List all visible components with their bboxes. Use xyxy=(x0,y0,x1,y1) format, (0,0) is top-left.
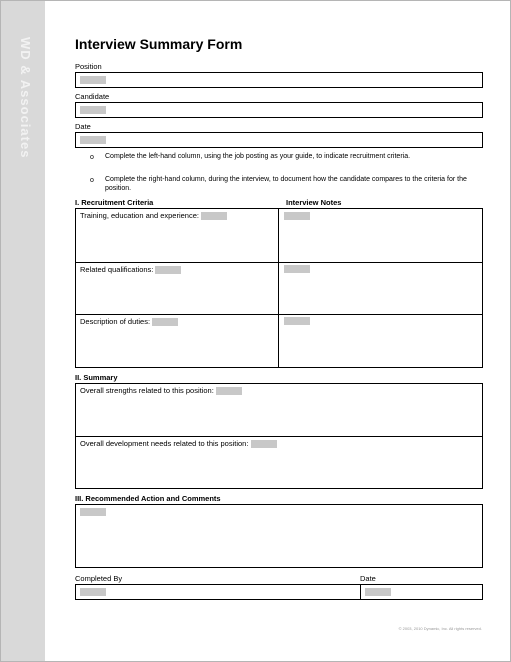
candidate-label: Candidate xyxy=(75,92,110,101)
criteria-input-qualifications[interactable] xyxy=(155,266,181,274)
instruction-item: Complete the right-hand column, during the interview, to document how the candidate compares to the criteria for the position. xyxy=(105,176,467,192)
criteria-row-qualifications xyxy=(80,265,181,274)
criteria-label: Training, education and experience: xyxy=(80,211,199,220)
row-divider xyxy=(76,436,482,437)
summary-label: Overall strengths related to this position: xyxy=(80,386,214,395)
completed-by-label: Completed By xyxy=(75,574,123,583)
criteria-table xyxy=(75,208,483,368)
row-divider xyxy=(76,262,482,263)
date-placeholder[interactable] xyxy=(80,136,106,144)
criteria-row-training xyxy=(80,211,227,220)
date-label: Date xyxy=(75,122,91,131)
notes-input-qualifications[interactable] xyxy=(284,265,310,273)
notes-input-training[interactable] xyxy=(284,212,310,220)
column-divider xyxy=(278,209,279,367)
completed-by-row xyxy=(75,584,483,600)
bullet-marker: o xyxy=(90,154,94,161)
instruction-item: Complete the left-hand column, using the job posting as your guide, to indicate recruitment criteria. xyxy=(105,153,411,160)
section-recruitment-criteria-title: I. Recruitment Criteria xyxy=(75,198,154,207)
criteria-label: Related qualifications: xyxy=(80,265,154,274)
position-field[interactable] xyxy=(75,72,483,88)
criteria-input-training[interactable] xyxy=(201,212,227,220)
section-recommended-action-title: III. Recommended Action and Comments xyxy=(75,494,221,503)
column-divider xyxy=(360,585,361,599)
position-label: Position xyxy=(75,62,102,71)
summary-row-development xyxy=(80,439,277,448)
position-placeholder[interactable] xyxy=(80,76,106,84)
criteria-row-duties xyxy=(80,317,178,326)
date-field[interactable] xyxy=(75,132,483,148)
summary-table xyxy=(75,383,483,489)
footer-date-input[interactable] xyxy=(365,588,391,596)
form-title: Interview Summary Form xyxy=(75,36,243,52)
completed-by-input[interactable] xyxy=(80,588,106,596)
sidebar xyxy=(1,1,45,661)
section-interview-notes-title: Interview Notes xyxy=(286,198,342,207)
section-summary-title: II. Summary xyxy=(75,373,118,382)
recommended-action-placeholder[interactable] xyxy=(80,508,106,516)
notes-input-duties[interactable] xyxy=(284,317,310,325)
summary-row-strengths xyxy=(80,386,242,395)
summary-input-development[interactable] xyxy=(251,440,277,448)
bullet-marker: o xyxy=(90,177,94,184)
summary-label: Overall development needs related to this position: xyxy=(80,439,249,448)
footer-date-label: Date xyxy=(360,574,376,583)
summary-input-strengths[interactable] xyxy=(216,387,242,395)
criteria-input-duties[interactable] xyxy=(152,318,178,326)
candidate-placeholder[interactable] xyxy=(80,106,106,114)
recommended-action-field[interactable] xyxy=(75,504,483,568)
copyright-notice: © 2003, 2010 Dynamic, Inc. All rights reserved. xyxy=(398,626,482,631)
candidate-field[interactable] xyxy=(75,102,483,118)
row-divider xyxy=(76,314,482,315)
criteria-label: Description of duties: xyxy=(80,317,151,326)
brand-watermark: WD & Associates xyxy=(18,37,33,159)
